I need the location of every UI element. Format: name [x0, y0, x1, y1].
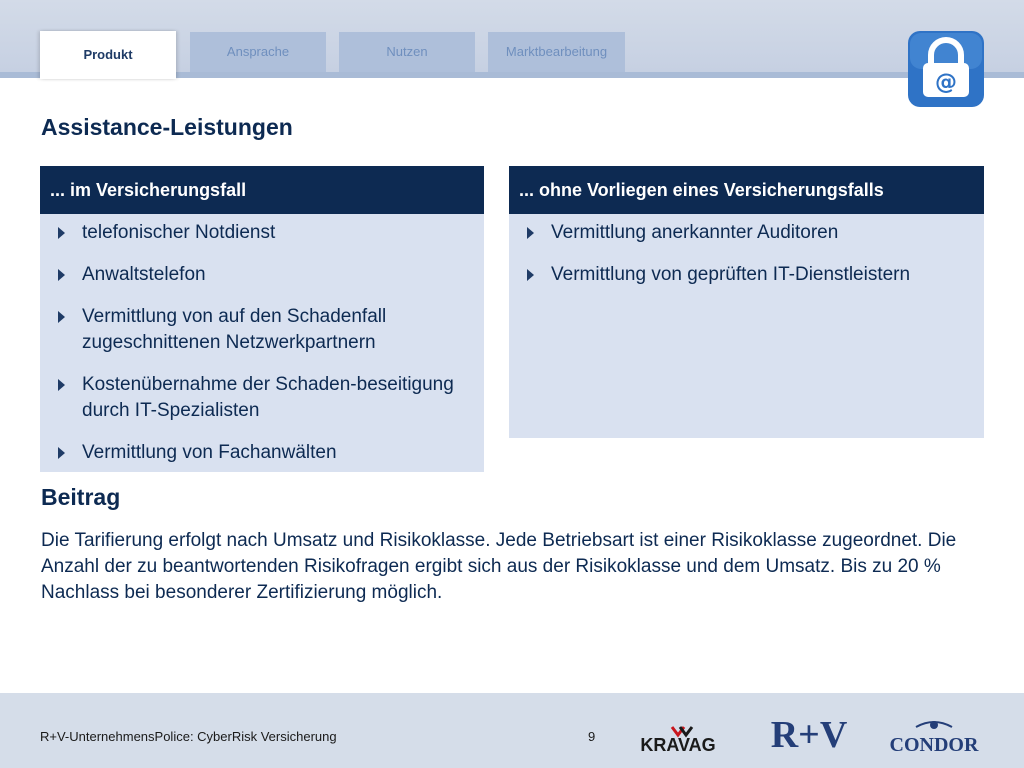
list-item-text: Anwaltstelefon	[82, 264, 206, 285]
section-text-beitrag: Die Tarifierung erfolgt nach Umsatz und Risikoklasse. Jede Betriebsart ist einer Risikoklasse zugeordnet. Die Anzahl der zu beantwortenden Risikofragen ergibt sich aus der Risikoklasse und dem Umsatz. Bis zu 20 % Nachlass bei besonderer Zertifizierung möglich.	[41, 530, 957, 603]
list-item-text: Vermittlung von auf den Schadenfall zugeschnittenen Netzwerkpartnern	[82, 306, 387, 353]
section-title-beitrag: Beitrag	[41, 484, 121, 510]
lock-email-icon	[906, 29, 986, 109]
box-im-versicherungsfall	[40, 166, 484, 472]
list-item	[58, 372, 474, 424]
svg-text:@: @	[935, 70, 957, 95]
ruv-logo	[767, 713, 851, 753]
page-number: 9	[588, 729, 596, 744]
page-title: Assistance-Leistungen	[41, 114, 293, 140]
condor-logo	[878, 717, 990, 757]
tab-produkt[interactable]: Produkt	[40, 31, 176, 79]
bullet-arrow-icon	[58, 269, 65, 281]
svg-text:KRAVAG: KRAVAG	[640, 735, 716, 755]
bullet-arrow-icon	[58, 379, 65, 391]
box-header-left: ... im Versicherungsfall	[40, 166, 484, 214]
bullet-arrow-icon	[58, 311, 65, 323]
tab-marktbearbeitung[interactable]: Marktbearbeitung	[488, 32, 625, 72]
footer-text: R+V-UnternehmensPolice: CyberRisk Versicherung	[40, 729, 337, 744]
list-item	[58, 440, 474, 466]
list-item	[527, 262, 974, 288]
box-header-right: ... ohne Vorliegen eines Versicherungsfalls	[509, 166, 984, 214]
list-item	[58, 220, 474, 246]
tab-nutzen[interactable]: Nutzen	[339, 32, 475, 72]
list-item-text: Vermittlung von geprüften IT-Dienstleistern	[551, 264, 911, 285]
list-item	[58, 262, 474, 288]
list-item	[58, 304, 474, 356]
bullet-arrow-icon	[58, 227, 65, 239]
svg-text:CONDOR: CONDOR	[889, 734, 979, 756]
list-right	[509, 214, 984, 288]
footer	[0, 693, 1024, 768]
list-item-text: Vermittlung von Fachanwälten	[82, 442, 337, 463]
list-item-text: Vermittlung anerkannter Auditoren	[551, 222, 839, 243]
list-left	[40, 214, 484, 466]
bullet-arrow-icon	[527, 269, 534, 281]
list-item-text: telefonischer Notdienst	[82, 222, 276, 243]
bullet-arrow-icon	[527, 227, 534, 239]
bullet-arrow-icon	[58, 447, 65, 459]
tab-ansprache[interactable]: Ansprache	[190, 32, 326, 72]
svg-text:R+V: R+V	[770, 714, 848, 753]
kravag-logo	[620, 723, 736, 755]
list-item-text: Kostenübernahme der Schaden-beseitigung durch IT-Spezialisten	[82, 374, 454, 421]
box-ohne-versicherungsfall	[509, 166, 984, 438]
list-item	[527, 220, 974, 246]
